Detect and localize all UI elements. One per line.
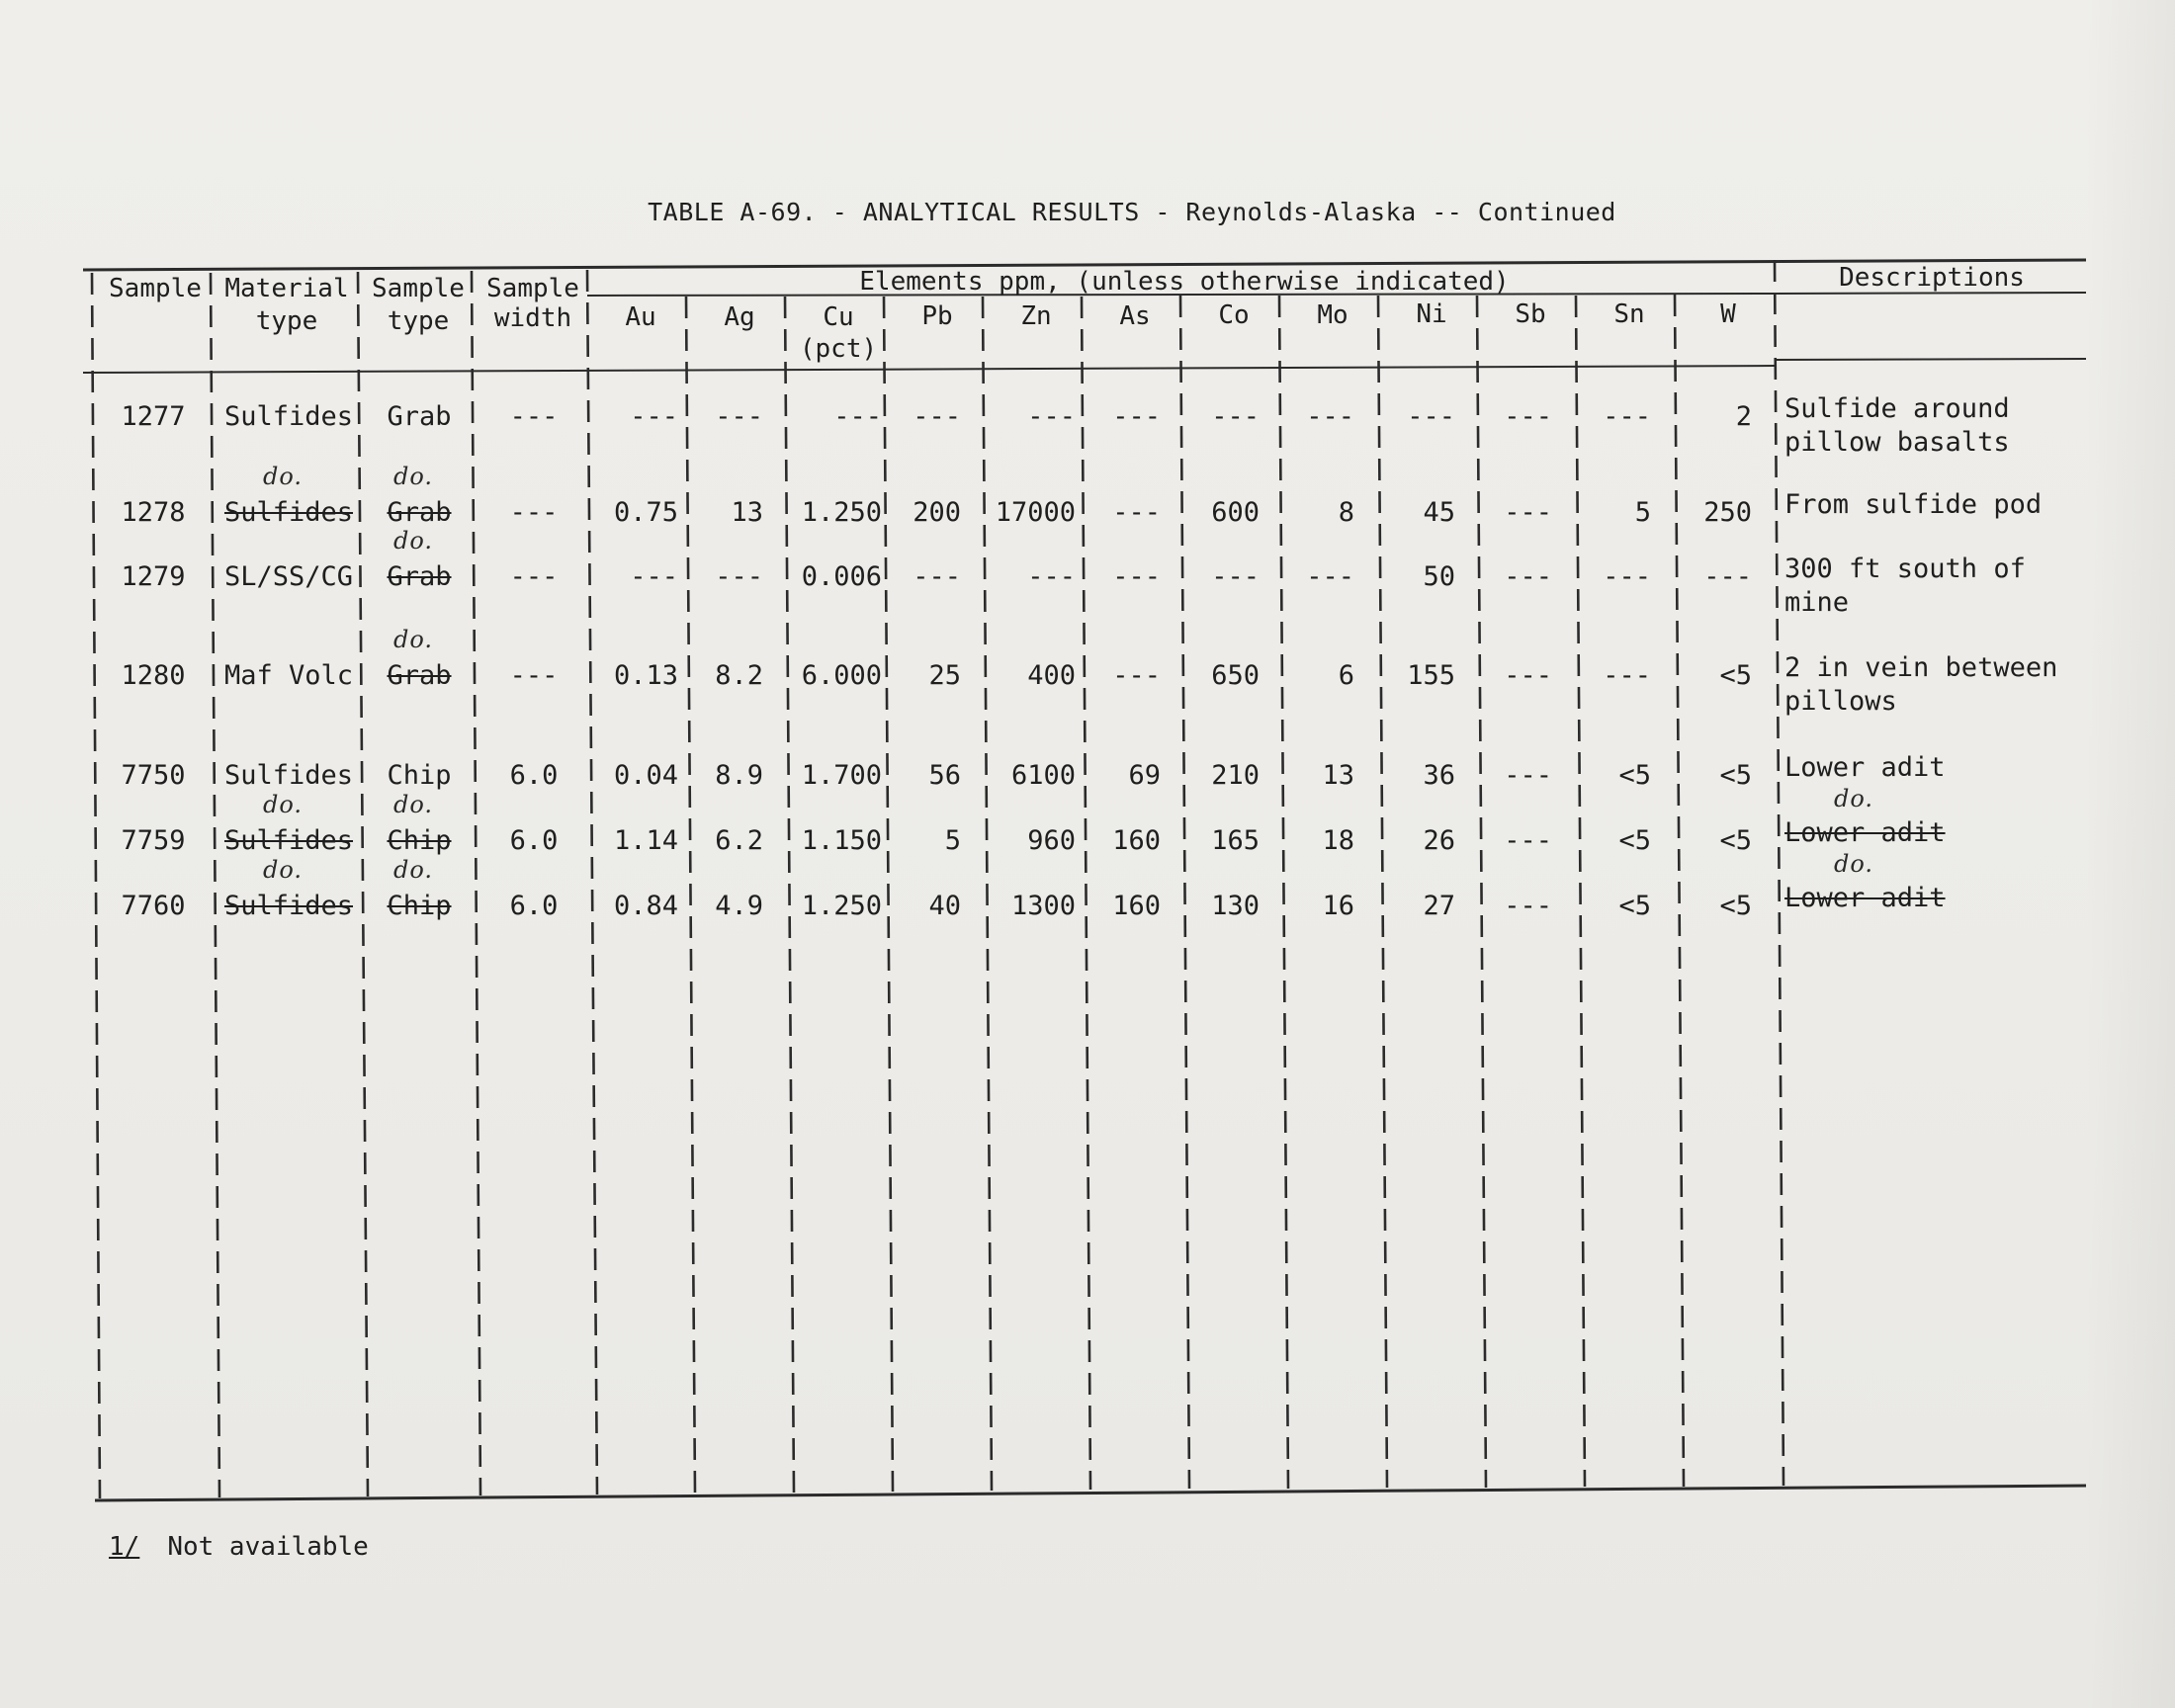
cell-material: Maf Volc xyxy=(223,660,354,691)
cell-cu: 6.000 xyxy=(801,660,882,691)
header-sb: Sb xyxy=(1515,299,1546,329)
ditto-note: do. xyxy=(393,463,434,490)
ditto-note: do. xyxy=(263,856,304,884)
cell-width: 6.0 xyxy=(509,760,559,791)
cell-sample: 1278 xyxy=(121,497,186,528)
cell-width: --- xyxy=(509,660,559,691)
ditto-note: do. xyxy=(263,463,304,490)
cell-au: --- xyxy=(630,561,678,592)
cell-pb: 56 xyxy=(928,760,961,791)
cell-stype: Chip xyxy=(387,760,452,791)
cell-w: <5 xyxy=(1719,891,1752,921)
header-cu: Cu xyxy=(823,302,854,332)
cell-sample: 7760 xyxy=(121,891,186,921)
cell-ni: 27 xyxy=(1423,891,1455,921)
cell-w: <5 xyxy=(1719,825,1752,856)
cell-material: Sulfides xyxy=(223,401,354,432)
cell-co: 130 xyxy=(1211,891,1260,921)
cell-description: Lower adit xyxy=(1784,752,1946,783)
cell-sb: --- xyxy=(1504,825,1552,856)
cell-co: 650 xyxy=(1211,660,1260,691)
cell-stype: Grab xyxy=(387,561,452,592)
header-material-type: type xyxy=(255,306,318,336)
cell-co: --- xyxy=(1211,561,1260,592)
cell-sb: --- xyxy=(1504,891,1552,921)
cell-width: --- xyxy=(509,497,559,528)
cell-cu: 1.250 xyxy=(801,497,882,528)
cell-mo: 16 xyxy=(1322,891,1354,921)
cell-co: --- xyxy=(1211,401,1260,432)
cell-w: 2 xyxy=(1735,401,1752,432)
footnote-number: 1/ xyxy=(109,1532,140,1562)
cell-cu: 1.250 xyxy=(801,891,882,921)
cell-stype: Grab xyxy=(387,497,452,528)
cell-sample: 7759 xyxy=(121,825,186,856)
cell-sn: <5 xyxy=(1618,825,1651,856)
cell-material: Sulfides xyxy=(223,891,354,921)
ditto-note: do. xyxy=(393,791,434,818)
ditto-note: do. xyxy=(393,856,434,884)
cell-ni: 155 xyxy=(1407,660,1455,691)
col-sep-16 xyxy=(1775,260,1784,1486)
header-sample-type: Sample xyxy=(372,274,465,303)
ditto-note: do. xyxy=(1834,785,1874,812)
cell-as: --- xyxy=(1112,561,1161,592)
cell-zn: 6100 xyxy=(1010,760,1076,791)
cell-mo: 6 xyxy=(1338,660,1354,691)
cell-as: 69 xyxy=(1128,760,1161,791)
cell-pb: 200 xyxy=(913,497,961,528)
cell-ag: --- xyxy=(715,561,763,592)
header-sample-type-l2: type xyxy=(387,306,450,336)
cell-ag: 8.2 xyxy=(715,660,763,691)
cell-w: <5 xyxy=(1719,660,1752,691)
cell-description: Lower adit xyxy=(1784,817,1946,848)
cell-sn: --- xyxy=(1603,561,1651,592)
cell-width: --- xyxy=(509,561,559,592)
header-sample-width: Sample xyxy=(486,274,579,303)
cell-description: 2 in vein between xyxy=(1784,652,2058,683)
cell-stype: Chip xyxy=(387,891,452,921)
col-sep-1 xyxy=(211,273,219,1497)
cell-material: Sulfides xyxy=(223,825,354,856)
header-ni: Ni xyxy=(1416,299,1447,329)
cell-ni: 45 xyxy=(1423,497,1455,528)
header-as: As xyxy=(1119,301,1151,331)
cell-sn: <5 xyxy=(1618,760,1651,791)
footnote-text: Not available xyxy=(167,1532,369,1562)
cell-description-line2: mine xyxy=(1784,587,1850,618)
col-sep-4 xyxy=(587,270,597,1494)
cell-zn: 960 xyxy=(1027,825,1076,856)
cell-cu: 1.700 xyxy=(801,760,882,791)
cell-mo: 8 xyxy=(1338,497,1354,528)
cell-sn: --- xyxy=(1603,660,1651,691)
cell-cu: --- xyxy=(833,401,882,432)
cell-ni: 36 xyxy=(1423,760,1455,791)
cell-pb: 40 xyxy=(928,891,961,921)
header-descriptions: Descriptions xyxy=(1839,263,2025,293)
cell-material: Sulfides xyxy=(223,760,354,791)
cell-co: 600 xyxy=(1211,497,1260,528)
cell-sample: 1279 xyxy=(121,561,186,592)
cell-as: --- xyxy=(1112,660,1161,691)
header-sn: Sn xyxy=(1613,299,1645,329)
cell-au: 0.75 xyxy=(613,497,678,528)
header-au: Au xyxy=(625,302,656,332)
header-bottom-rule xyxy=(83,366,1775,373)
cell-width: 6.0 xyxy=(509,891,559,921)
cell-sb: --- xyxy=(1504,497,1552,528)
cell-material: SL/SS/CG xyxy=(223,561,354,592)
cell-cu: 1.150 xyxy=(801,825,882,856)
cell-ag: --- xyxy=(715,401,763,432)
cell-cu: 0.006 xyxy=(801,561,882,592)
cell-as: --- xyxy=(1112,401,1161,432)
header-sample-width-l2: width xyxy=(493,303,572,333)
cell-au: 0.84 xyxy=(613,891,678,921)
cell-zn: --- xyxy=(1027,561,1076,592)
cell-ag: 6.2 xyxy=(715,825,763,856)
cell-as: 160 xyxy=(1112,825,1161,856)
cell-description: Lower adit xyxy=(1784,883,1946,913)
cell-pb: --- xyxy=(913,401,961,432)
header-material: Material xyxy=(224,274,349,303)
cell-mo: 18 xyxy=(1322,825,1354,856)
col-sep-0 xyxy=(92,273,100,1498)
cell-sb: --- xyxy=(1504,760,1552,791)
cell-mo: --- xyxy=(1306,561,1354,592)
cell-material: Sulfides xyxy=(223,497,354,528)
cell-w: 250 xyxy=(1703,497,1752,528)
cell-stype: Chip xyxy=(387,825,452,856)
header-w: W xyxy=(1720,299,1736,329)
footnote xyxy=(109,1532,369,1562)
header-ag: Ag xyxy=(724,302,755,332)
cell-zn: --- xyxy=(1027,401,1076,432)
cell-sn: 5 xyxy=(1634,497,1651,528)
cell-au: 0.13 xyxy=(613,660,678,691)
cell-description-line2: pillows xyxy=(1784,686,1897,717)
ditto-note: do. xyxy=(393,527,434,555)
cell-au: --- xyxy=(630,401,678,432)
cell-pb: 5 xyxy=(944,825,961,856)
cell-pb: --- xyxy=(913,561,961,592)
cell-description: From sulfide pod xyxy=(1784,489,2043,520)
cell-sn: <5 xyxy=(1618,891,1651,921)
cell-zn: 400 xyxy=(1027,660,1076,691)
ditto-note: do. xyxy=(393,626,434,653)
cell-w: <5 xyxy=(1719,760,1752,791)
cell-au: 0.04 xyxy=(613,760,678,791)
cell-zn: 17000 xyxy=(995,497,1076,528)
cell-sb: --- xyxy=(1504,401,1552,432)
cell-mo: 13 xyxy=(1322,760,1354,791)
cell-as: --- xyxy=(1112,497,1161,528)
header-cu-unit: (pct) xyxy=(799,334,878,364)
col-sep-3 xyxy=(472,271,480,1495)
header-zn: Zn xyxy=(1020,301,1052,331)
cell-ag: 13 xyxy=(731,497,763,528)
ditto-note: do. xyxy=(263,791,304,818)
cell-sample: 1277 xyxy=(121,401,186,432)
cell-description: 300 ft south of xyxy=(1784,554,2026,584)
header-mo: Mo xyxy=(1317,300,1348,330)
cell-ag: 8.9 xyxy=(715,760,763,791)
header-sample: Sample xyxy=(109,274,202,303)
ditto-note: do. xyxy=(1834,850,1874,878)
header-pb: Pb xyxy=(921,301,953,331)
cell-w: --- xyxy=(1703,561,1752,592)
cell-co: 210 xyxy=(1211,760,1260,791)
cell-au: 1.14 xyxy=(613,825,678,856)
header-co: Co xyxy=(1218,300,1250,330)
cell-description-line2: pillow basalts xyxy=(1784,427,2010,458)
cell-sample: 7750 xyxy=(121,760,186,791)
cell-pb: 25 xyxy=(928,660,961,691)
cell-as: 160 xyxy=(1112,891,1161,921)
cell-stype: Grab xyxy=(387,660,452,691)
cell-co: 165 xyxy=(1211,825,1260,856)
cell-ni: 50 xyxy=(1423,561,1455,592)
cell-ni: 26 xyxy=(1423,825,1455,856)
cell-sample: 1280 xyxy=(121,660,186,691)
table-title: TABLE A-69. - ANALYTICAL RESULTS - Reynolds-Alaska -- Continued xyxy=(648,198,1616,226)
cell-sn: --- xyxy=(1603,401,1651,432)
cell-ni: --- xyxy=(1407,401,1455,432)
cell-zn: 1300 xyxy=(1010,891,1076,921)
descriptions-header-bottom-rule xyxy=(1775,359,2086,360)
cell-ag: 4.9 xyxy=(715,891,763,921)
cell-description: Sulfide around xyxy=(1784,393,2010,424)
cell-width: 6.0 xyxy=(509,825,559,856)
cell-sb: --- xyxy=(1504,660,1552,691)
cell-width: --- xyxy=(509,401,559,432)
cell-stype: Grab xyxy=(387,401,452,432)
col-sep-2 xyxy=(358,272,368,1496)
header-elements: Elements ppm, (unless otherwise indicated) xyxy=(859,267,1510,297)
cell-mo: --- xyxy=(1306,401,1354,432)
cell-sb: --- xyxy=(1504,561,1552,592)
